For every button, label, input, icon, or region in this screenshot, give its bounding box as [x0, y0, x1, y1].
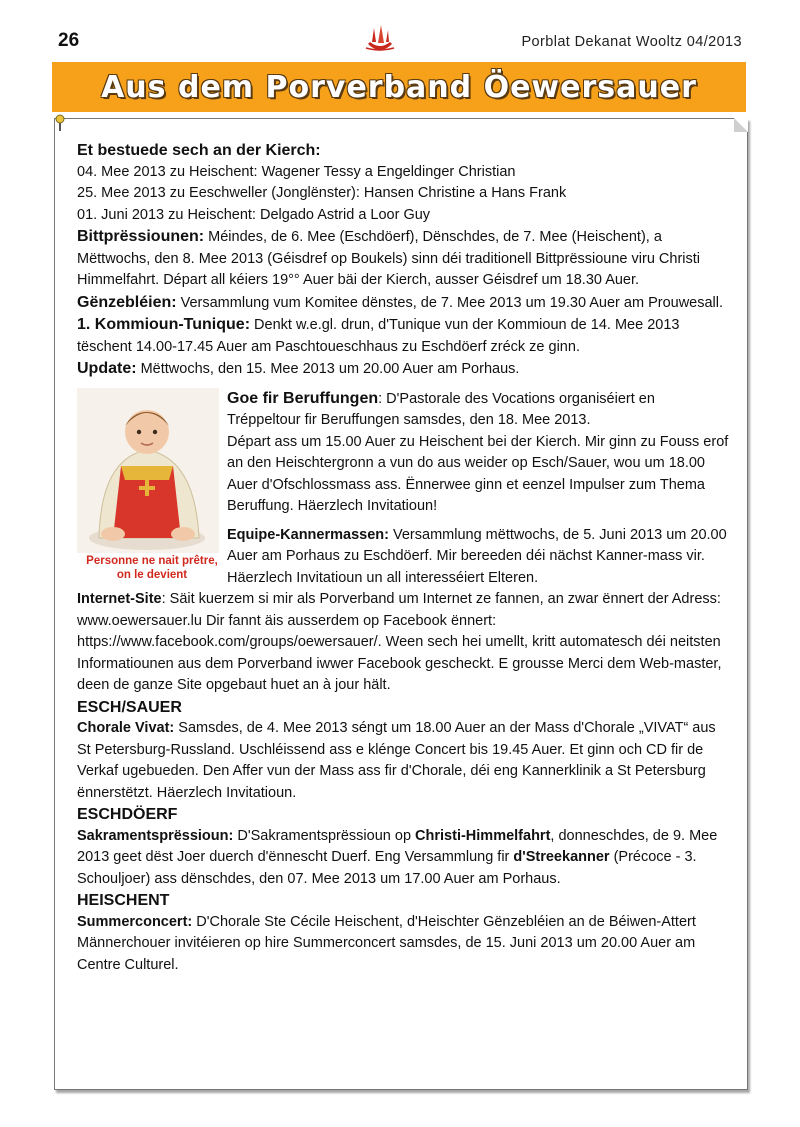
internet-text: : Säit kuerzem si mir als Porverband um Internet ze fannen, an zwar ënnert der Adress: www.oewersauer.lu Dir fannt äis ausserdem op Facebook ënnert: https://www.facebook.com/groups/oewersauer/. Ween sech hei umellt, kritt automatesch déi neitsten Informatiounen aus dem Porverband iwwer Facebook gescheckt. E grousse Merci dem Web-master, deen de ganze Site opgebaut huet an à jour hält.	[77, 591, 722, 693]
update-label: Update:	[77, 360, 137, 377]
beruffungen-label: Goe fir Beruffungen	[227, 389, 379, 407]
chorale-vivat-label: Chorale Vivat:	[77, 720, 175, 736]
summerconcert-text: D'Chorale Ste Cécile Heischent, d'Heischter Gënzebléien an de Béiwen-Attert Männerchouer invitéieren op hire Summerconcert samsdes, de 15. Juni 2013 um 20.00 Auer am Centre Culturel.	[77, 913, 696, 973]
genzebleien-text: Versammlung vum Komitee dënstes, de 7. Mee 2013 um 19.30 Auer am Prouwesall.	[176, 294, 724, 311]
sakramentspressioun-text-3: (Précoce - 3. Schouljoer) ass dënschdes, den 07. Mee 2013 um 17.00 Auer am Porhaus.	[77, 849, 697, 887]
banner-title: Aus dem Porverband Öewersauer	[101, 69, 697, 105]
kannermassen-label: Equipe-Kannermassen:	[227, 526, 389, 543]
esch-sauer-title: ESCH/SAUER	[77, 698, 182, 716]
beruffungen-paragraph-2: Départ ass um 15.00 Auer zu Heischent bei der Kierch. Mir ginn zu Fouss erof an den Heischtergronn a vun do aus weider op Esch/Sauer, wou um 18.00 Auer d'Ofschlossmass ass. Ënnerwee ginn et eenzel Impulser zum Thema Beruffung. Häerzlech Invitatioun!	[227, 433, 729, 514]
bittpressiounen-text: Méindes, de 6. Mee (Eschdöerf), Dënschdes, de 7. Mee (Heischent), a Mëttwochs, den 8. Mee 2013 (Géisdref op Boukels) sinn déi traditionell Bittprëssioune viru Christi Himmelfahrt. Départ all kéiers 19°° Auer bäi der Kierch, ausser Géisdref um 18.30 Auer.	[77, 229, 700, 288]
beruffungen-paragraph	[227, 388, 732, 432]
sakramentspressioun-text: D'Sakramentsprëssioun op	[233, 827, 416, 844]
sakramentspressioun-text-2: , donneschdes, de 9. Mee 2013 geet dëst Joer duerch d'ënnescht Duerf. Eng Versammlung fir	[77, 827, 718, 865]
genzebleien-paragraph	[77, 292, 732, 315]
genzebleien-label: Gënzebléien:	[77, 293, 177, 311]
summerconcert-paragraph	[77, 912, 732, 977]
wedding-line: 01. Juni 2013 zu Heischent: Delgado Astrid a Loor Guy	[77, 206, 431, 223]
photo-block	[77, 388, 732, 590]
eschdoerf-title: ESCHDÖERF	[77, 806, 178, 823]
caption-line: on le devient	[116, 568, 188, 581]
kommioun-label: 1. Kommioun-Tunique:	[77, 316, 251, 333]
caption-line: Personne ne nait prêtre,	[86, 554, 218, 567]
heischent-title: HEISCHENT	[77, 892, 170, 909]
kannermassen-paragraph	[227, 525, 732, 590]
kommioun-paragraph	[77, 314, 732, 358]
dekanat-logo-icon	[362, 22, 398, 58]
child-photo	[77, 388, 219, 588]
christi-himmelfahrt-bold: Christi-Himmelfahrt	[415, 827, 551, 844]
photo-side-text	[219, 388, 732, 590]
bittpressiounen-paragraph	[77, 226, 732, 292]
page-fold-icon	[734, 118, 748, 132]
kommioun-text: Denkt w.e.gl. drun, d'Tunique vun der Kommioun de 14. Mee 2013 tëschent 14.00-17.45 Auer am Paschtoueschhaus zu Eschdöerf zréck ze ginn.	[77, 317, 680, 355]
kannermassen-text: Versammlung mëttwochs, de 5. Juni 2013 um 20.00 Auer am Porhaus zu Eschdöerf. Mir bereeden déi nächst Kanner-mass vir. Häerzlech Invitatioun un all interesséiert Elteren.	[227, 526, 727, 586]
article-content	[77, 140, 732, 976]
child-in-vestment-image	[77, 388, 219, 553]
update-text: Mëttwochs, den 15. Mee 2013 um 20.00 Auer am Porhaus.	[136, 361, 520, 377]
pushpin-icon	[53, 114, 67, 132]
weddings-title: Et bestuede sech an der Kierch:	[77, 142, 321, 159]
photo-caption	[77, 554, 227, 582]
internet-label: Internet-Site	[77, 591, 162, 607]
publication-header: Porblat Dekanat Wooltz 04/2013	[521, 34, 742, 50]
bittpressiounen-label: Bittprëssiounen:	[77, 228, 205, 245]
update-paragraph	[77, 358, 732, 381]
chorale-vivat-text: Samsdes, de 4. Mee 2013 séngt um 18.00 Auer an der Mass d'Chorale „VIVAT“ aus St Petersburg-Russland. Uschléissend ass e klénge Concert bis 19.45 Auer. Et ginn och CD fir de Verkaf ugebueden. Den Affer vun der Mass ass fir d'Chorale, déi eng Kannerklinik a St Petersburg ënnerstëtzt. Häerzlech Invitatioun.	[77, 720, 716, 801]
sakramentspressioun-label: Sakramentsprëssioun:	[77, 827, 234, 844]
summerconcert-label: Summerconcert:	[77, 913, 193, 930]
wedding-line: 25. Mee 2013 zu Eeschweller (Jonglënster): Hansen Christine a Hans Frank	[77, 185, 567, 201]
section-banner	[52, 62, 746, 112]
sakramentspressioun-paragraph	[77, 826, 732, 891]
internet-paragraph	[77, 589, 732, 697]
beruffungen-text: : D'Pastorale des Vocations organiséiert en Tréppeltour fir Beruffungen samsdes, den 18. Mee 2013.	[227, 390, 655, 428]
chorale-vivat-paragraph	[77, 718, 732, 804]
page-number: 26	[58, 30, 80, 51]
streekanner-bold: d'Streekanner	[513, 849, 610, 865]
wedding-line: 04. Mee 2013 zu Heischent: Wagener Tessy a Engeldinger Christian	[77, 163, 516, 180]
